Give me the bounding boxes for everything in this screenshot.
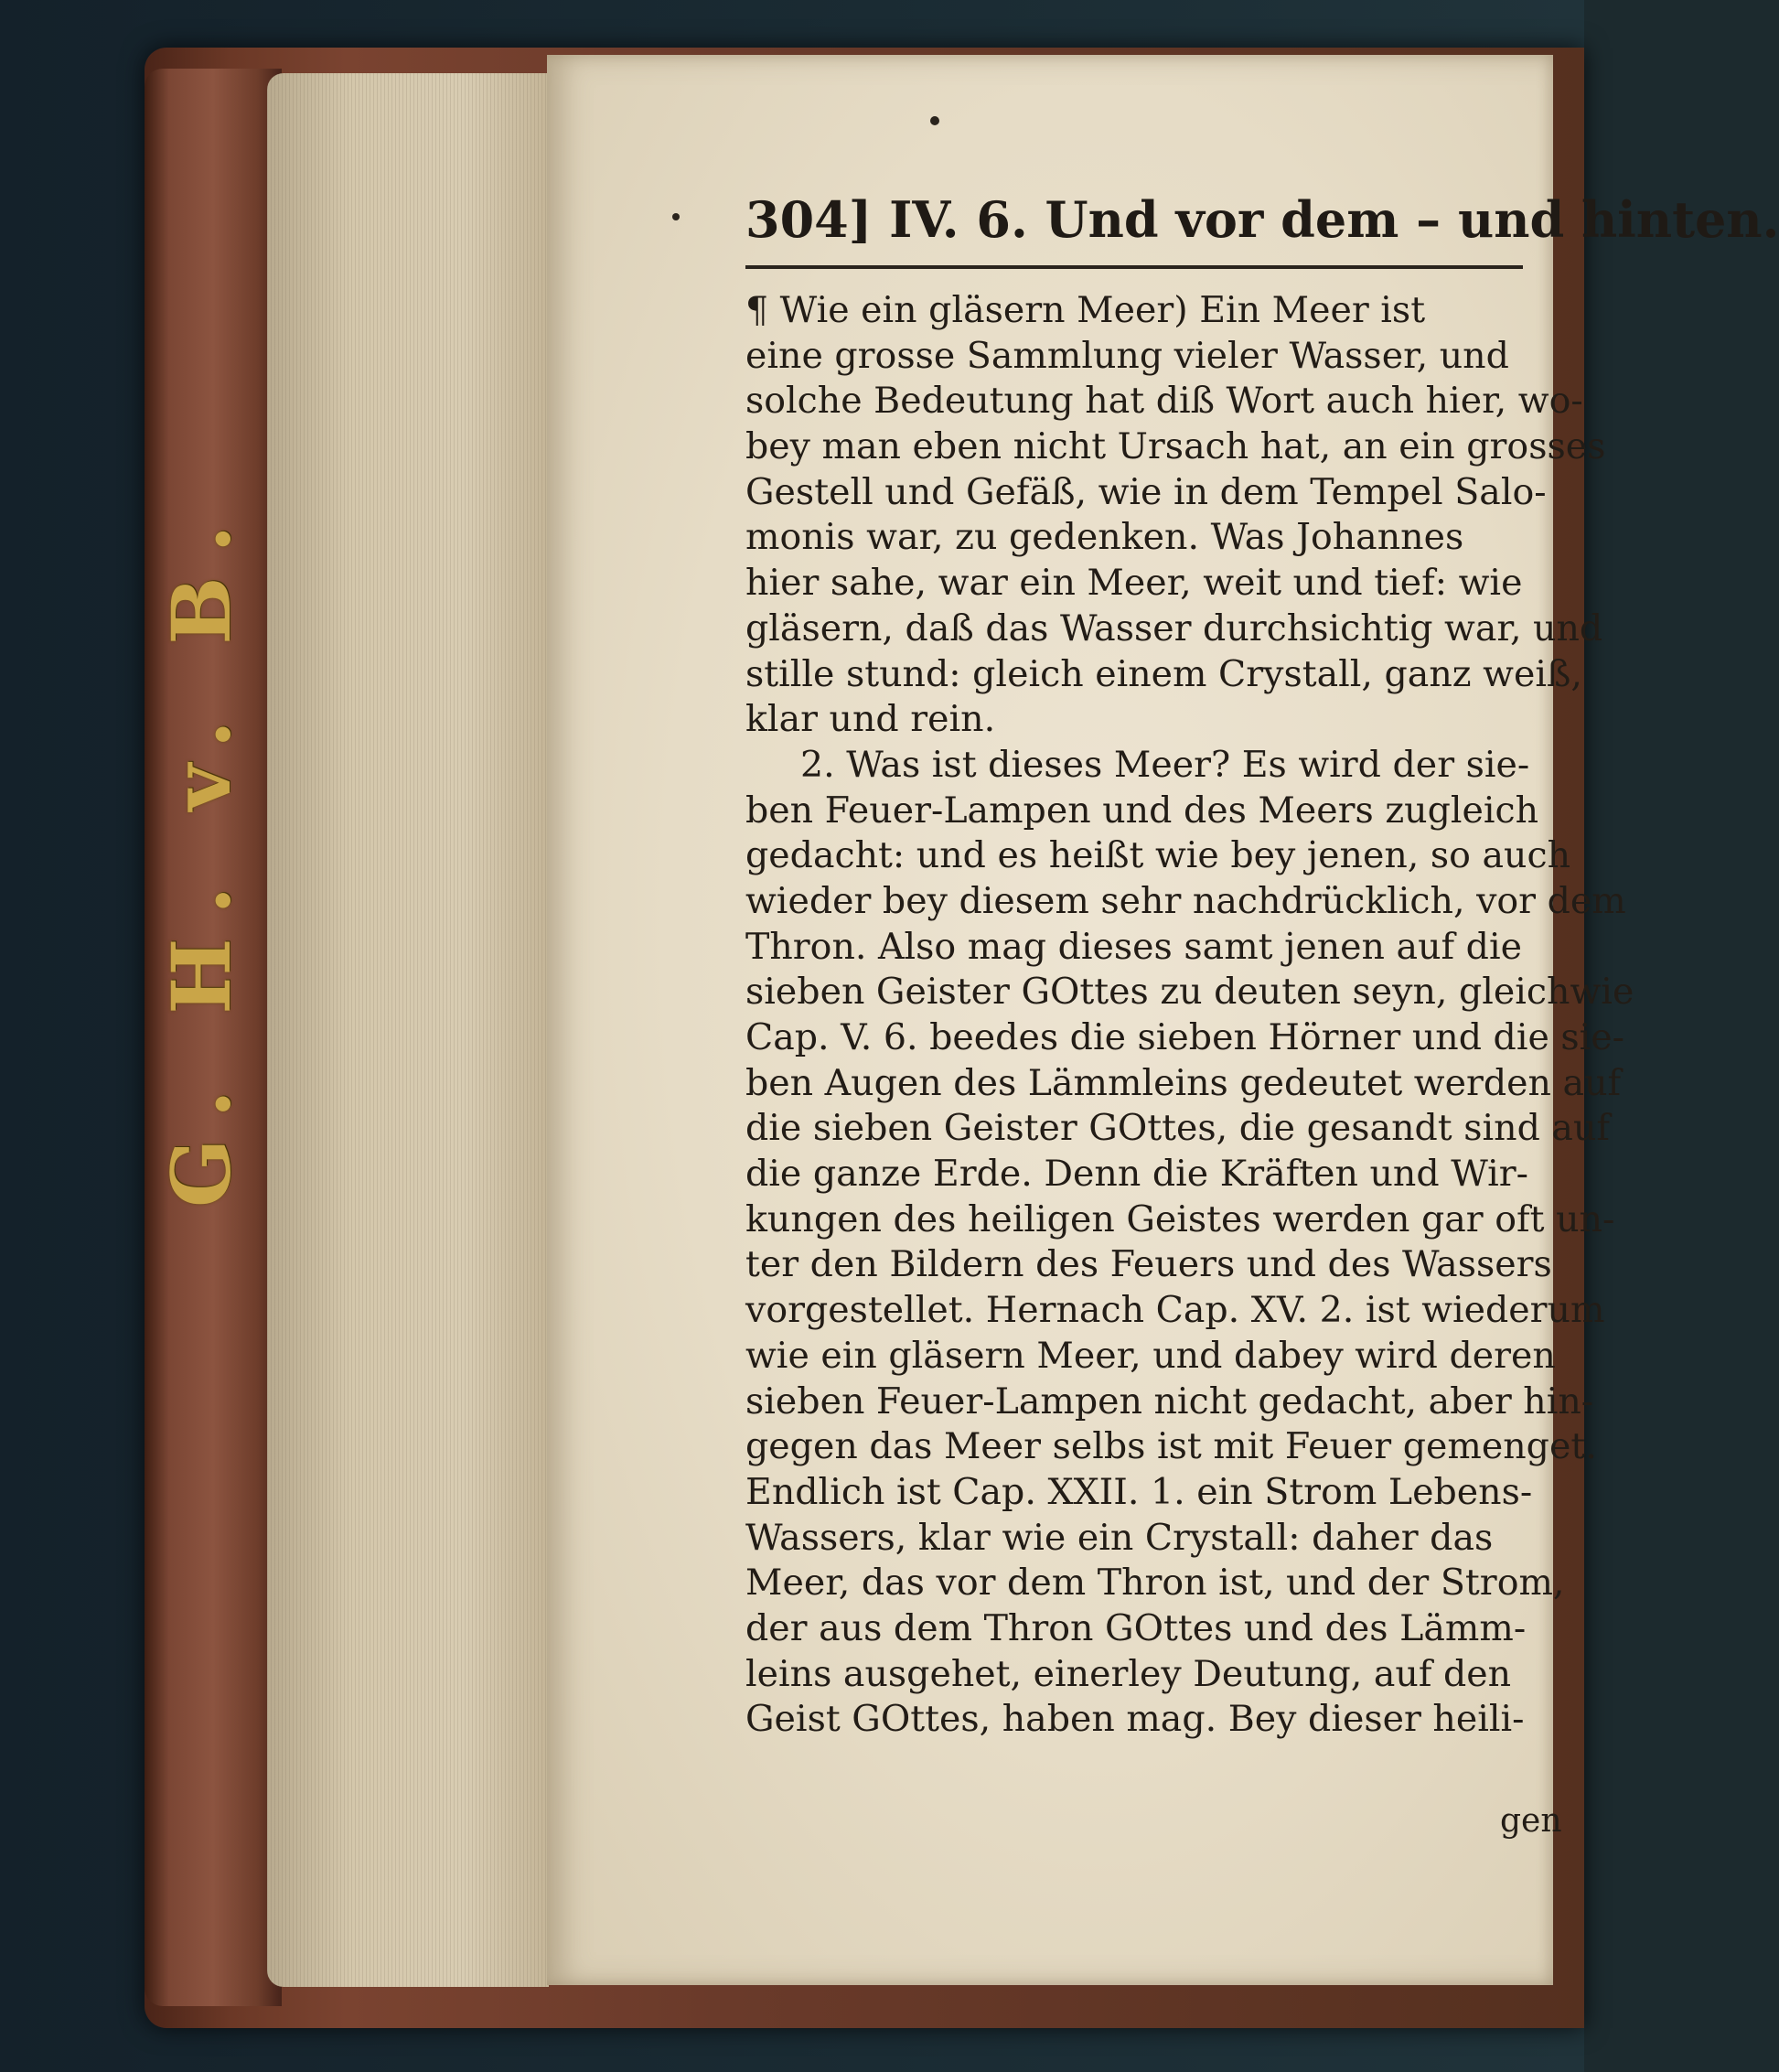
text-line: monis war, zu gedenken. Was Johannes <box>745 516 1464 559</box>
text-line: der aus dem Thron GOttes und des Lämm- <box>745 1606 1527 1649</box>
text-line: gläsern, daß das Wasser durchsichtig war, und <box>745 607 1603 650</box>
text-line: Gestell und Gefäß, wie in dem Tempel Salo- <box>745 470 1547 513</box>
text-line: wieder bey diesem sehr nachdrücklich, vor dem <box>745 879 1626 922</box>
text-line: eine grosse Sammlung vieler Wasser, und <box>745 334 1509 377</box>
text-line: klar und rein. <box>745 698 996 741</box>
text-line: Cap. V. 6. beedes die sieben Hörner und die sie- <box>745 1016 1625 1058</box>
page-header: 304] IV. 6. Und vor dem – und hinten. <box>745 190 1779 249</box>
page-body-text <box>745 288 1634 1743</box>
ink-speck <box>672 213 680 220</box>
text-line: gegen das Meer selbs ist mit Feuer gemenget. <box>745 1425 1597 1468</box>
text-line: sieben Feuer-Lampen nicht gedacht, aber hin- <box>745 1380 1594 1422</box>
text-line: ben Augen des Lämmleins gedeutet werden auf <box>745 1061 1622 1104</box>
spine-title: G. H. v. B. <box>154 500 249 1208</box>
text-line: die ganze Erde. Denn die Kräften und Wir- <box>745 1153 1528 1196</box>
text-line: bey man eben nicht Ursach hat, an ein grosses <box>745 425 1606 468</box>
text-line: kungen des heiligen Geistes werden gar oft un- <box>745 1197 1615 1240</box>
text-line: Meer, das vor dem Thron ist, und der Strom, <box>745 1562 1565 1605</box>
text-line: Thron. Also mag dieses samt jenen auf die <box>745 925 1522 968</box>
text-line: leins ausgehet, einerley Deutung, auf den <box>745 1652 1512 1695</box>
text-line: 2. Was ist dieses Meer? Es wird der sie- <box>800 743 1530 786</box>
ink-speck <box>930 116 939 125</box>
text-line: Endlich ist Cap. XXII. 1. ein Strom Lebens- <box>745 1470 1533 1513</box>
text-line: ¶ Wie ein gläsern Meer) Ein Meer ist <box>745 289 1426 331</box>
text-line: vorgestellet. Hernach Cap. XV. 2. ist wiederum <box>745 1289 1605 1332</box>
text-line: Wassers, klar wie ein Crystall: daher das <box>745 1516 1494 1559</box>
text-line: ben Feuer-Lampen und des Meers zugleich <box>745 789 1539 832</box>
text-line: solche Bedeutung hat diß Wort auch hier, wo- <box>745 380 1583 423</box>
text-line: die sieben Geister GOttes, die gesandt sind auf <box>745 1107 1611 1150</box>
text-line: hier sahe, war ein Meer, weit und tief: wie <box>745 562 1523 605</box>
header-rule <box>745 265 1523 269</box>
text-line: stille stund: gleich einem Crystall, ganz weiß, <box>745 652 1582 695</box>
text-line: ter den Bildern des Feuers und des Wassers <box>745 1243 1552 1286</box>
text-line: Geist GOttes, haben mag. Bey dieser heili- <box>745 1698 1525 1741</box>
page-fore-edge <box>267 73 549 1987</box>
text-line: gedacht: und es heißt wie bey jenen, so auch <box>745 834 1571 877</box>
catchword: gen <box>1500 1802 1562 1840</box>
text-line: sieben Geister GOttes zu deuten seyn, gleichwie <box>745 971 1634 1014</box>
text-line: wie ein gläsern Meer, und dabey wird deren <box>745 1334 1556 1377</box>
